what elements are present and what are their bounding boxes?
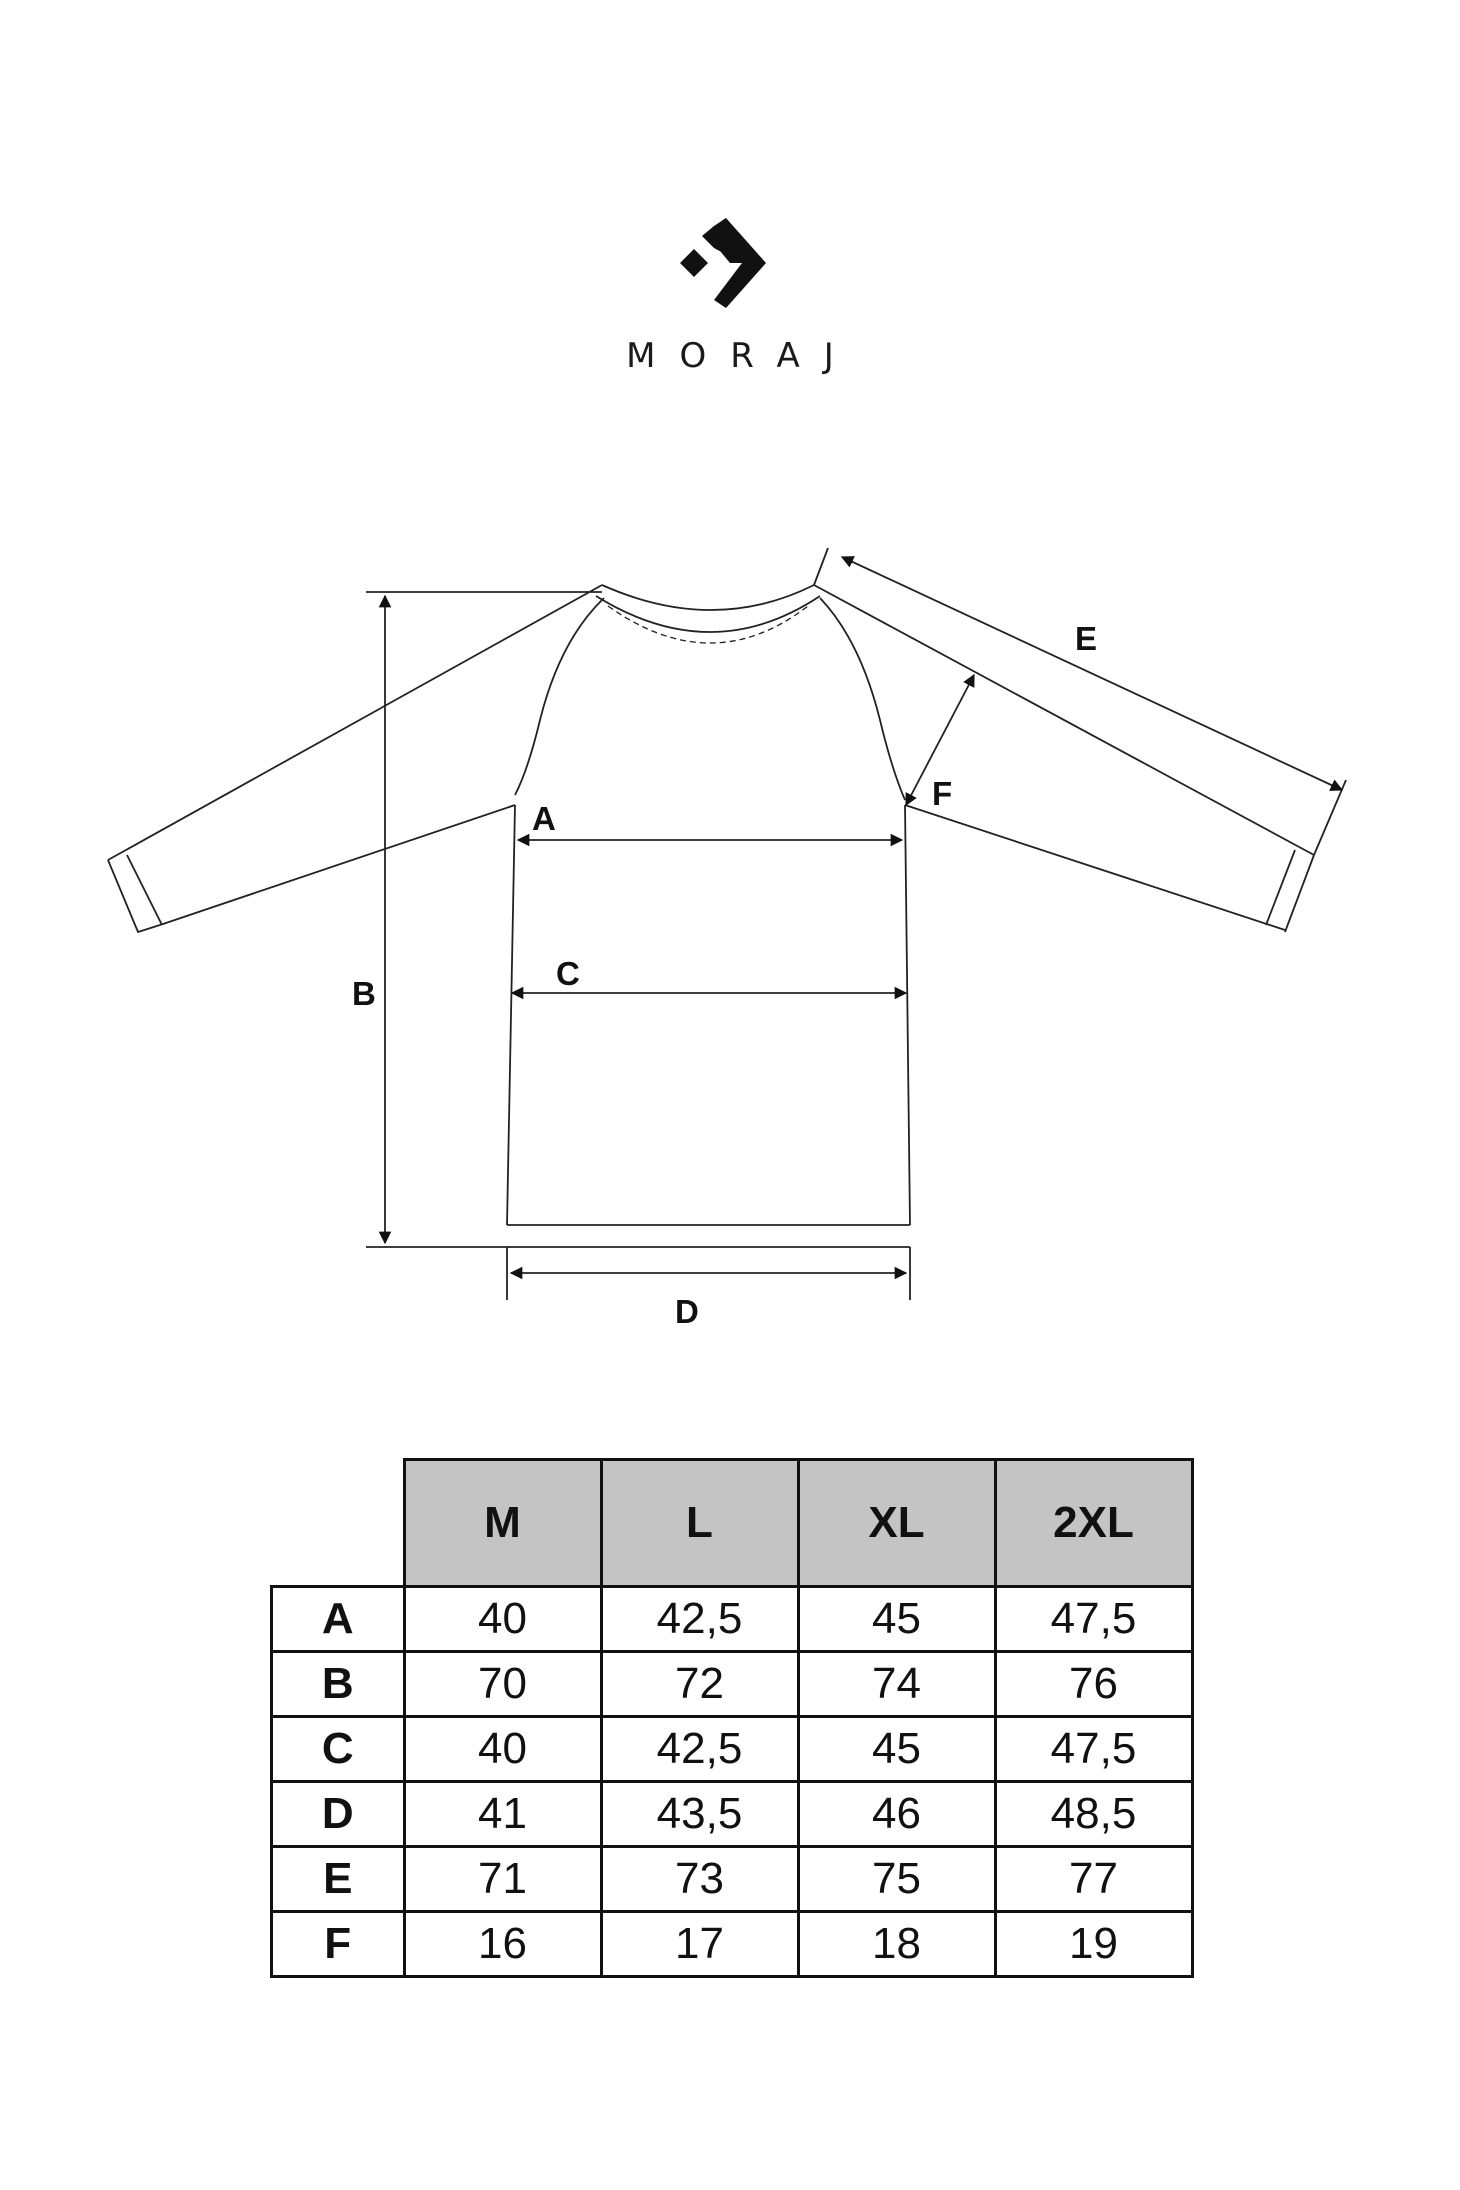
table-cell: 47,5 (995, 1717, 1192, 1782)
table-cell: 71 (404, 1847, 601, 1912)
table-row (272, 1587, 1193, 1652)
table-cell: 70 (404, 1652, 601, 1717)
table-row (272, 1782, 1193, 1847)
table-cell: 42,5 (601, 1717, 798, 1782)
table-cell: 19 (995, 1912, 1192, 1977)
table-row (272, 1912, 1193, 1977)
row-label-d: D (272, 1782, 405, 1847)
table-cell: 75 (798, 1847, 995, 1912)
brand-logo (560, 218, 900, 378)
table-cell: 40 (404, 1587, 601, 1652)
measurement-labels (352, 620, 1097, 1330)
table-cell: 43,5 (601, 1782, 798, 1847)
table-cell: 16 (404, 1912, 601, 1977)
size-header-xl: XL (798, 1460, 995, 1587)
table-cell: 46 (798, 1782, 995, 1847)
size-header-l: L (601, 1460, 798, 1587)
row-label-a: A (272, 1587, 405, 1652)
size-header-2xl: 2XL (995, 1460, 1192, 1587)
table-cell: 73 (601, 1847, 798, 1912)
table-corner (272, 1460, 405, 1587)
shirt-outline (108, 585, 1314, 1247)
row-label-b: B (272, 1652, 405, 1717)
label-f: F (932, 775, 953, 812)
measure-e-arrow (842, 557, 1342, 790)
table-cell: 45 (798, 1717, 995, 1782)
moraj-arrow-logo-icon (672, 218, 782, 308)
table-cell: 76 (995, 1652, 1192, 1717)
table-cell: 41 (404, 1782, 601, 1847)
label-c: C (556, 955, 580, 992)
table-row (272, 1847, 1193, 1912)
label-a: A (532, 800, 556, 837)
table-cell: 48,5 (995, 1782, 1192, 1847)
table-row (272, 1652, 1193, 1717)
table-cell: 77 (995, 1847, 1192, 1912)
row-label-e: E (272, 1847, 405, 1912)
garment-measurement-diagram (0, 520, 1460, 1340)
table-row (272, 1717, 1193, 1782)
size-table (270, 1458, 1194, 1978)
row-label-c: C (272, 1717, 405, 1782)
table-cell: 47,5 (995, 1587, 1192, 1652)
size-header-row (272, 1460, 1193, 1587)
table-cell: 45 (798, 1587, 995, 1652)
table-cell: 17 (601, 1912, 798, 1977)
table-cell: 72 (601, 1652, 798, 1717)
size-header-m: M (404, 1460, 601, 1587)
label-d: D (675, 1293, 699, 1330)
row-label-f: F (272, 1912, 405, 1977)
label-e: E (1075, 620, 1098, 657)
table-cell: 40 (404, 1717, 601, 1782)
label-b: B (352, 975, 376, 1012)
table-cell: 42,5 (601, 1587, 798, 1652)
table-cell: 74 (798, 1652, 995, 1717)
brand-name: MORAJ (626, 336, 858, 376)
table-cell: 18 (798, 1912, 995, 1977)
